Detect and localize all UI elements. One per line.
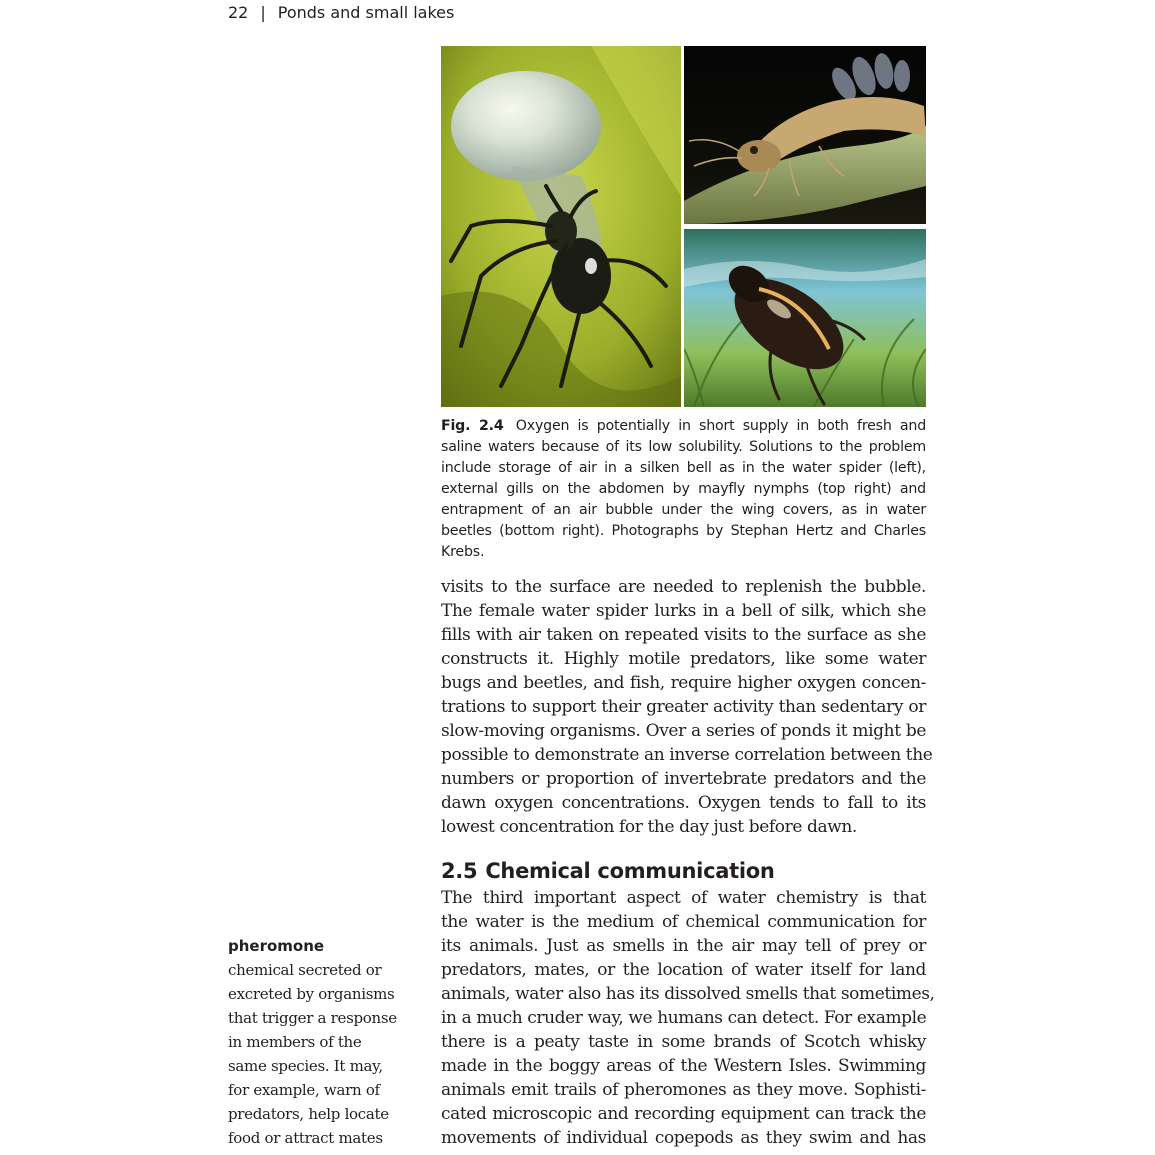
text-line: animals, water also has its dissolved smells that sometimes, xyxy=(441,984,935,1004)
chapter-title: Ponds and small lakes xyxy=(277,3,455,22)
text-line: numbers or proportion of invertebrate predators and the xyxy=(441,769,926,789)
running-head xyxy=(228,3,454,22)
mayfly-nymph-illustration xyxy=(684,46,926,224)
water-beetle-illustration xyxy=(684,229,926,407)
text-line: trations to support their greater activity than sedentary or xyxy=(441,697,926,717)
figure-caption xyxy=(441,416,926,563)
section-heading xyxy=(441,857,775,885)
paragraph-oxygen xyxy=(441,575,933,839)
text-line: possible to demonstrate an inverse correlation between the xyxy=(441,745,933,765)
text-line: animals emit trails of pheromones as they move. Sophisti- xyxy=(441,1080,926,1100)
definition-line: in members of the xyxy=(228,1033,362,1051)
definition-line: food or attract mates xyxy=(228,1129,383,1147)
text-line: visits to the surface are needed to replenish the bubble. xyxy=(441,577,926,597)
photo-mayfly-nymph xyxy=(684,46,926,224)
definition-line: chemical secreted or xyxy=(228,961,382,979)
text-line: there is a peaty taste in some brands of Scotch whisky xyxy=(441,1032,926,1052)
section-number: 2.5 xyxy=(441,859,478,883)
paragraph-chemical-communication xyxy=(441,886,935,1150)
text-line: dawn oxygen concentrations. Oxygen tends to fall to its xyxy=(441,793,926,813)
text-line: bugs and beetles, and fish, require higher oxygen concen- xyxy=(441,673,926,693)
page-number: 22 xyxy=(228,3,249,22)
text-line: its animals. Just as smells in the air may tell of prey or xyxy=(441,936,926,956)
text-line: in a much cruder way, we humans can detect. For example xyxy=(441,1008,927,1028)
water-spider-illustration xyxy=(441,46,681,407)
definition-line: predators, help locate xyxy=(228,1105,389,1123)
text-line: the water is the medium of chemical communication for xyxy=(441,912,926,932)
text-line: fills with air taken on repeated visits to the surface as she xyxy=(441,625,926,645)
photo-water-spider xyxy=(441,46,681,407)
text-line: slow-moving organisms. Over a series of ponds it might be xyxy=(441,721,926,741)
text-line: The female water spider lurks in a bell of silk, which she xyxy=(441,601,926,621)
definition-line: excreted by organisms xyxy=(228,985,395,1003)
text-line: The third important aspect of water chemistry is that xyxy=(441,888,926,908)
figure-caption-text: Oxygen is potentially in short supply in both fresh and saline waters because of its low solubility. Solutions to the problem include storage of air in a silken bell as in the water spider (left), external gills on the abdomen by mayfly nymphs (top right) and entrapment of an air bubble under the wing covers, as in water beetles (bottom right). Photographs by Stephan Hertz and Charles Krebs. xyxy=(441,418,926,560)
photo-water-beetle xyxy=(684,229,926,407)
glossary-term: pheromone xyxy=(228,937,325,955)
section-title: Chemical communication xyxy=(485,859,775,883)
text-line: predators, mates, or the location of water itself for land xyxy=(441,960,926,980)
glossary-definition xyxy=(228,958,413,1150)
definition-line: that trigger a response xyxy=(228,1009,397,1027)
definition-line: for example, warn of xyxy=(228,1081,380,1099)
figure-label: Fig. 2.4 xyxy=(441,418,504,434)
text-line: made in the boggy areas of the Western Isles. Swimming xyxy=(441,1056,926,1076)
glossary-margin-note xyxy=(228,934,413,1150)
text-line: constructs it. Highly motile predators, like some water xyxy=(441,649,926,669)
text-line: lowest concentration for the day just before dawn. xyxy=(441,817,857,837)
header-separator: | xyxy=(260,3,266,22)
text-line: movements of individual copepods as they swim and has xyxy=(441,1128,926,1148)
text-line: cated microscopic and recording equipment can track the xyxy=(441,1104,926,1124)
definition-line: same species. It may, xyxy=(228,1057,383,1075)
